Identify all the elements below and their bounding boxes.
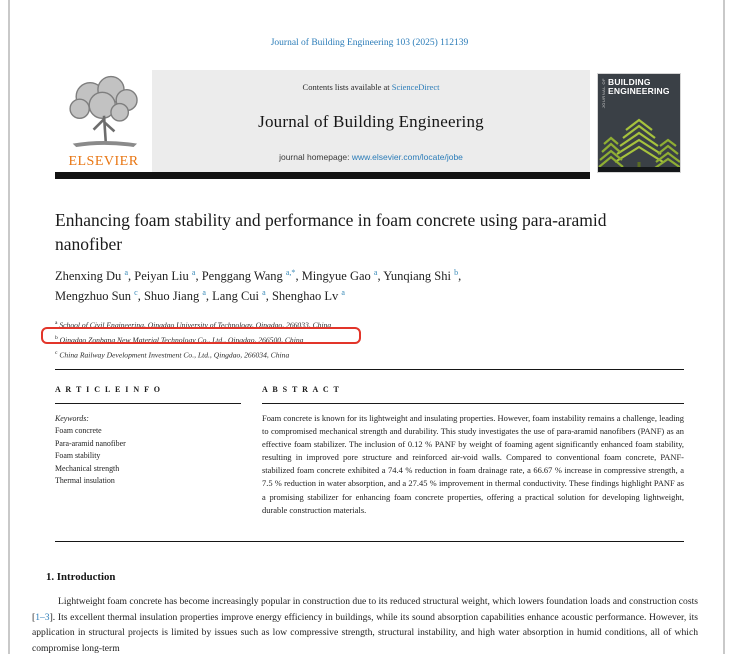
introduction-heading: 1. Introduction (46, 571, 116, 583)
banner-divider-bar (55, 172, 590, 179)
sciencedirect-link[interactable]: ScienceDirect (391, 82, 440, 92)
keywords-block (55, 413, 241, 487)
keyword-item: Foam concrete (55, 426, 102, 436)
intro-text-before: Lightweight foam concrete has become increasingly popular in construction due to its reduced structural weight, which lowers foundation loads and construction costs [ (32, 596, 698, 623)
citation-link-1-3[interactable]: 1–3 (35, 611, 50, 623)
author-affiliation-superscript[interactable]: a (124, 267, 128, 277)
author-affiliation-superscript[interactable]: a (341, 288, 345, 298)
article-title: Enhancing foam stability and performance in foam concrete using para-aramid nanofiber (55, 210, 607, 255)
keyword-item: Para-aramid nanofiber (55, 438, 126, 448)
page-border-right (723, 0, 725, 654)
author-affiliation-superscript[interactable]: c (134, 288, 138, 298)
contents-line (303, 82, 440, 92)
article-info-section (55, 385, 241, 487)
author-affiliation-superscript[interactable]: a (191, 267, 196, 277)
journal-banner (55, 70, 590, 172)
elsevier-wordmark: ELSEVIER (68, 154, 139, 169)
homepage-label: journal homepage: (279, 152, 352, 162)
front-matter-divider (55, 369, 684, 370)
introduction-paragraph (32, 594, 698, 654)
abstract-heading: A B S T R A C T (262, 385, 341, 394)
affiliation-highlighted: $^b$ Qingdao Zonbang New Material Technology Co., Ltd., Qingdao, 266500, China (55, 334, 304, 345)
author-affiliation-superscript[interactable]: a (373, 267, 378, 277)
journal-reference-link[interactable]: Journal of Building Engineering 103 (2025) 112139 (270, 38, 469, 48)
cover-bottom-strip (598, 167, 680, 172)
elsevier-tree-icon (60, 74, 148, 154)
keyword-item: Mechanical strength (55, 463, 120, 473)
author-affiliation-superscript[interactable]: b (454, 267, 459, 277)
banner-center (152, 70, 590, 172)
keywords-list (55, 425, 241, 487)
abstract-bottom-divider (55, 541, 684, 542)
author-list: Zhenxing Du $^a$, Peiyan Liu $^a$, Penggang Wang $^{a,*}$, Mingyue Gao $^a$, Yunqiang Shi $^b$, Mengzhuo Sun $^c$, Shuo Jiang $^a$, Lang Cui $^a$, Shenghao Lv $^a$ (55, 267, 462, 304)
banner-journal-name: Journal of Building Engineering (258, 112, 484, 131)
page-border-left (8, 0, 10, 654)
abstract-rule (262, 403, 684, 404)
affiliation: $^a$ School of Civil Engineering, Qingdao University of Technology, Qingdao, 266033, China (55, 320, 332, 330)
author-affiliation-superscript[interactable]: a (262, 288, 266, 298)
cover-title-line2: ENGINEERING (608, 85, 670, 96)
cover-journal-of-label: JOURNAL OF (601, 78, 606, 109)
article-info-rule (55, 403, 241, 404)
abstract-section (262, 385, 684, 517)
keywords-label: Keywords: (55, 414, 89, 423)
contents-label: Contents lists available at (302, 82, 392, 92)
cover-title (608, 78, 670, 96)
author-affiliation-superscript[interactable]: a,* (285, 267, 296, 277)
cover-chevron-trees-icon (598, 108, 680, 173)
cover-title-line1: BUILDING (608, 77, 651, 87)
homepage-url-link[interactable]: www.elsevier.com/locate/jobe (351, 152, 463, 162)
intro-text-after: ]. Its excellent thermal insulation properties improve energy efficiency in buildings, while its sound absorption capabilities enhance acoustic performance. However, its application in structural projects is limited by issues such as low compressive strength, structural instability, and high water absorption in humid conditions, all of which compromise long-term (32, 611, 698, 654)
author-affiliation-superscript[interactable]: a (202, 288, 206, 298)
affiliation-list (55, 317, 675, 362)
keyword-item: Foam stability (55, 451, 101, 461)
homepage-line (279, 152, 463, 162)
keyword-item: Thermal insulation (55, 476, 115, 486)
elsevier-logo[interactable] (55, 70, 152, 172)
affiliation: $^c$ China Railway Development Investment Co., Ltd., Qingdao, 266034, China (55, 349, 290, 360)
journal-cover-thumbnail (597, 73, 681, 173)
abstract-text: Foam concrete is known for its lightweight and insulating properties. However, foam instability remains a challenge, leading to compromised mechanical strength and durability. This study investigates the use of para-aramid nanofibers (PANF) as an effective foam stabilizer. The inclusion of 0.12 % PANF by weight of foaming agent significantly enhanced foam stability, resulting in improved pore structure and reinforced air-void walls. Compared to conventional foam concrete, PANF-stabilized foam concrete exhibited a 74.4 % reduction in foam drainage rate, a 66.67 % increase in compressive strength, a 7.5 % reduction in water absorption, and a 27.45 % improvement in thermal conductivity. These findings highlight PANF as a promising stabilizer for enhancing foam concrete properties, offering a practical solution for developing lightweight, durable construction materials. (262, 413, 684, 515)
article-info-heading: A R T I C L E I N F O (55, 385, 162, 394)
